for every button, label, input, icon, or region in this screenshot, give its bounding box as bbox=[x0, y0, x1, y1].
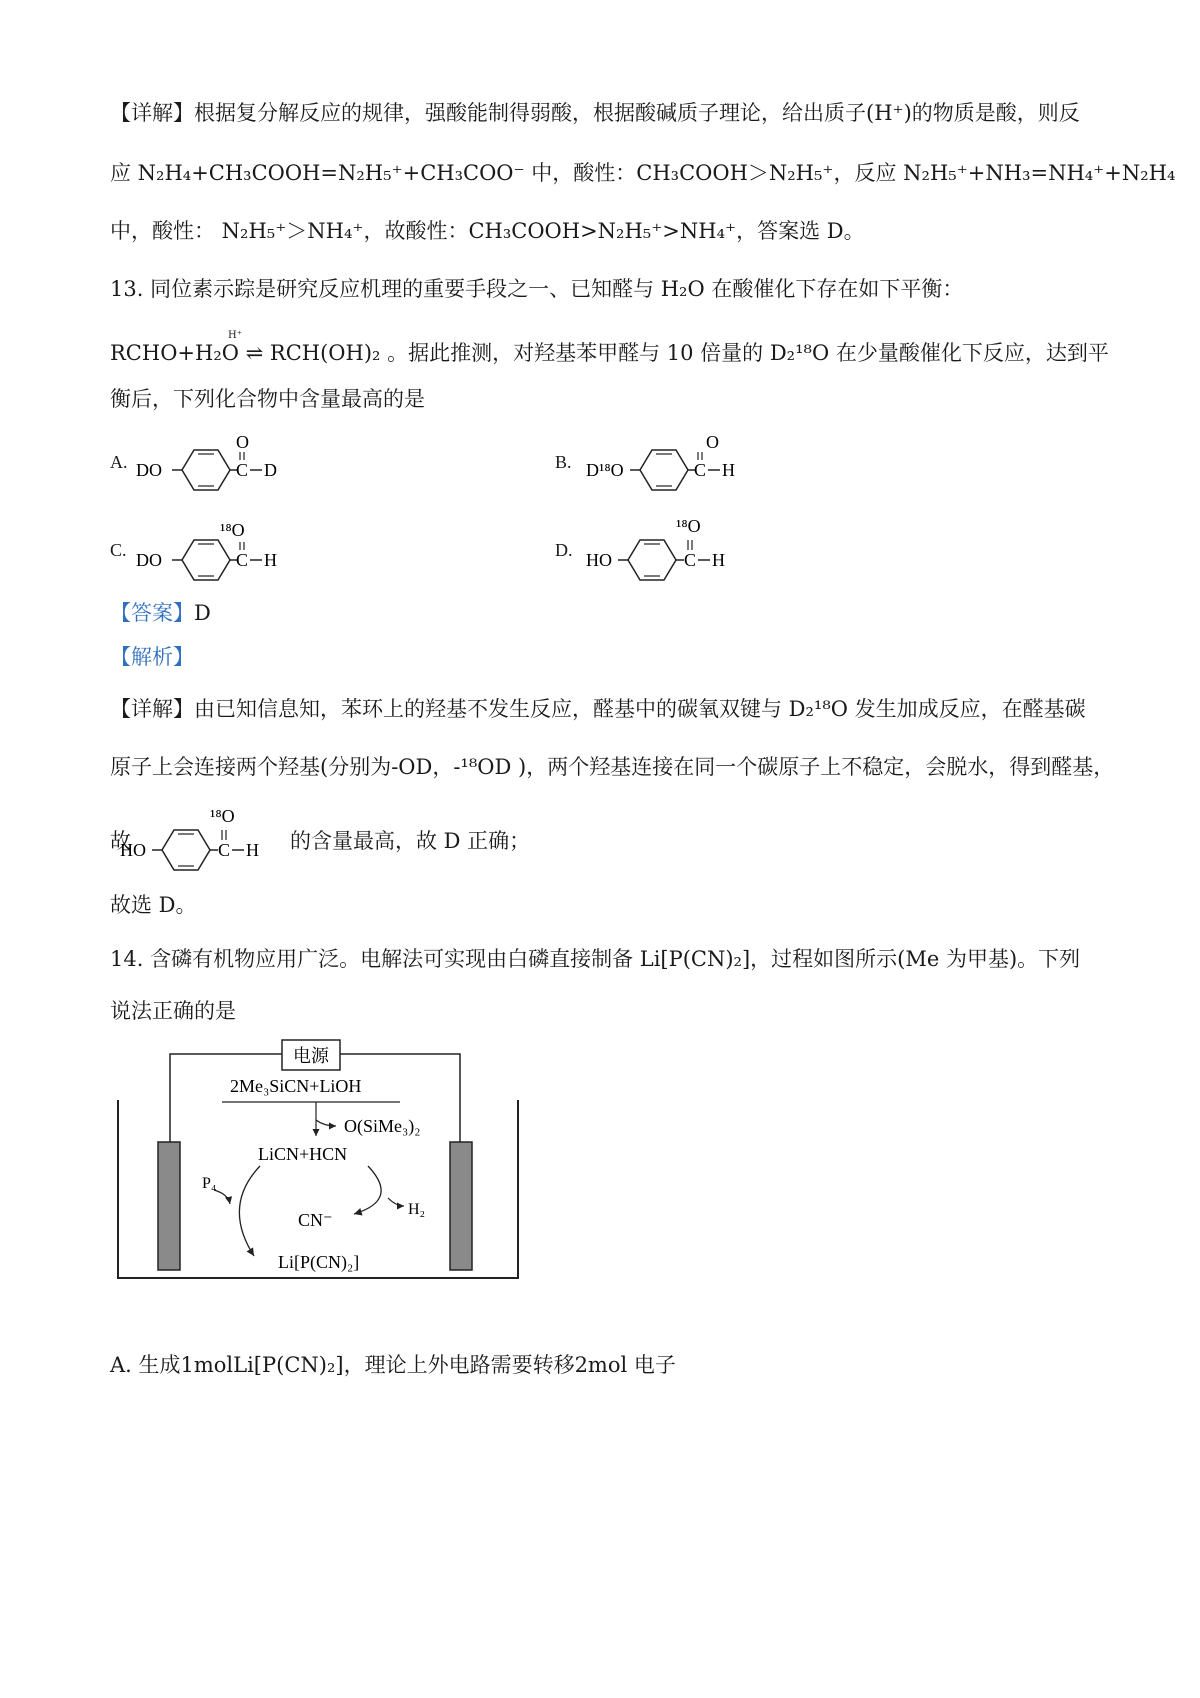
h2-label: H₂ bbox=[408, 1201, 426, 1218]
option-b-carbonyl-o: O bbox=[706, 432, 719, 452]
option-c-structure bbox=[130, 516, 300, 586]
cn-label: CN⁻ bbox=[298, 1210, 333, 1230]
q13-detail-line-2: 原子上会连接两个羟基(分别为-OD，-¹⁸OD )，两个羟基连接在同一个碳原子上不稳定，会脱水，得到醛基， bbox=[110, 755, 1115, 779]
answer-tag: 【答案】 bbox=[110, 601, 194, 625]
q13-stem-line-1: 13. 同位素示踪是研究反应机理的重要手段之一、已知醛与 H₂O 在酸催化下存在如下平衡： bbox=[110, 277, 964, 301]
svg-text:C: C bbox=[694, 460, 707, 480]
power-source-label: 电源 bbox=[293, 1046, 329, 1066]
intermediate-label: LiCN+HCN bbox=[258, 1144, 348, 1164]
q13-detail-line-1: 【详解】由已知信息知，苯环上的羟基不发生反应，醛基中的碳氧双键与 D₂¹⁸O 发生加成反应，在醛基碳 bbox=[110, 697, 1086, 721]
product-label: Li[P(CN)₂] bbox=[278, 1252, 360, 1272]
right-electrode bbox=[450, 1142, 472, 1270]
q12-detail-line-1: 【详解】根据复分解反应的规律，强酸能制得弱酸，根据酸碱质子理论，给出质子(H⁺)的物质是酸，则反 bbox=[110, 101, 1080, 125]
svg-text:C: C bbox=[684, 550, 697, 570]
option-c-right-group: H bbox=[264, 550, 277, 570]
option-a-carbonyl-o: O bbox=[236, 432, 249, 452]
option-d-carbonyl-o: ¹⁸O bbox=[676, 516, 701, 536]
q14-stem-line-2: 说法正确的是 bbox=[110, 999, 236, 1023]
electrolysis-diagram bbox=[110, 1030, 530, 1290]
option-c-carbonyl-o: ¹⁸O bbox=[220, 520, 245, 540]
option-d-structure bbox=[580, 510, 760, 586]
q13-detail-line-3-pre: 故 bbox=[110, 829, 131, 853]
q13-detail-line-3-post: 的含量最高，故 D 正确； bbox=[290, 829, 531, 853]
q12-detail-line-2: 应 N₂H₄+CH₃COOH=N₂H₅⁺+CH₃COO⁻ 中，酸性：CH₃COOH＞N₂H₅⁺，反应 N₂H₅⁺+NH₃=NH₄⁺+N₂H₄ bbox=[110, 161, 1176, 185]
option-d-label: D. bbox=[555, 540, 573, 560]
answer-line bbox=[110, 598, 211, 628]
q12-detail-line-3: 中，酸性： N₂H₅⁺＞NH₄⁺，故酸性：CH₃COOH>N₂H₅⁺>NH₄⁺，答案选 D。 bbox=[110, 219, 865, 243]
option-b-structure bbox=[580, 428, 760, 498]
option-b-left-group: D¹⁸O bbox=[586, 460, 624, 480]
svg-text:HO: HO bbox=[120, 840, 146, 860]
answer-value: D bbox=[194, 601, 211, 625]
svg-text:¹⁸O: ¹⁸O bbox=[210, 806, 235, 826]
option-c-label: C. bbox=[110, 540, 127, 560]
svg-text:C: C bbox=[218, 840, 231, 860]
left-electrode bbox=[158, 1142, 180, 1270]
option-b-right-group: H bbox=[722, 460, 735, 480]
q13-stem-line-2: RCHO+H₂O ⇌ RCH(OH)₂ 。据此推测，对羟基苯甲醛与 10 倍量的 D₂¹⁸O 在少量酸催化下反应，达到平 bbox=[110, 341, 1109, 365]
svg-text:C: C bbox=[236, 460, 249, 480]
option-a-left-group: DO bbox=[136, 460, 162, 480]
q14-stem-line-1: 14. 含磷有机物应用广泛。电解法可实现由白磷直接制备 Li[P(CN)₂]，过程如图所示(Me 为甲基)。下列 bbox=[110, 947, 1081, 971]
option-a-label: A. bbox=[110, 452, 128, 472]
svg-text:H: H bbox=[246, 840, 259, 860]
option-a-right-group: D bbox=[264, 460, 277, 480]
svg-text:C: C bbox=[236, 550, 249, 570]
q13-eq-catalyst: H⁺ bbox=[228, 330, 242, 341]
option-c-left-group: DO bbox=[136, 550, 162, 570]
q14-option-a: A. 生成1molLi[P(CN)₂]，理论上外电路需要转移2mol 电子 bbox=[110, 1353, 676, 1377]
analysis-tag: 【解析】 bbox=[110, 645, 194, 669]
detail-structure-d bbox=[120, 800, 290, 876]
option-a-structure bbox=[130, 428, 300, 498]
option-d-left-group: HO bbox=[586, 550, 612, 570]
q13-stem-line-3: 衡后，下列化合物中含量最高的是 bbox=[110, 387, 425, 411]
q13-detail-line-4: 故选 D。 bbox=[110, 893, 197, 917]
option-b-label: B. bbox=[555, 452, 572, 472]
p4-label: P₄ bbox=[202, 1175, 217, 1192]
option-d-right-group: H bbox=[712, 550, 725, 570]
byproduct-label: O(SiMe₃)₂ bbox=[344, 1116, 421, 1136]
reactants-label: 2Me₃SiCN+LiOH bbox=[230, 1076, 362, 1096]
